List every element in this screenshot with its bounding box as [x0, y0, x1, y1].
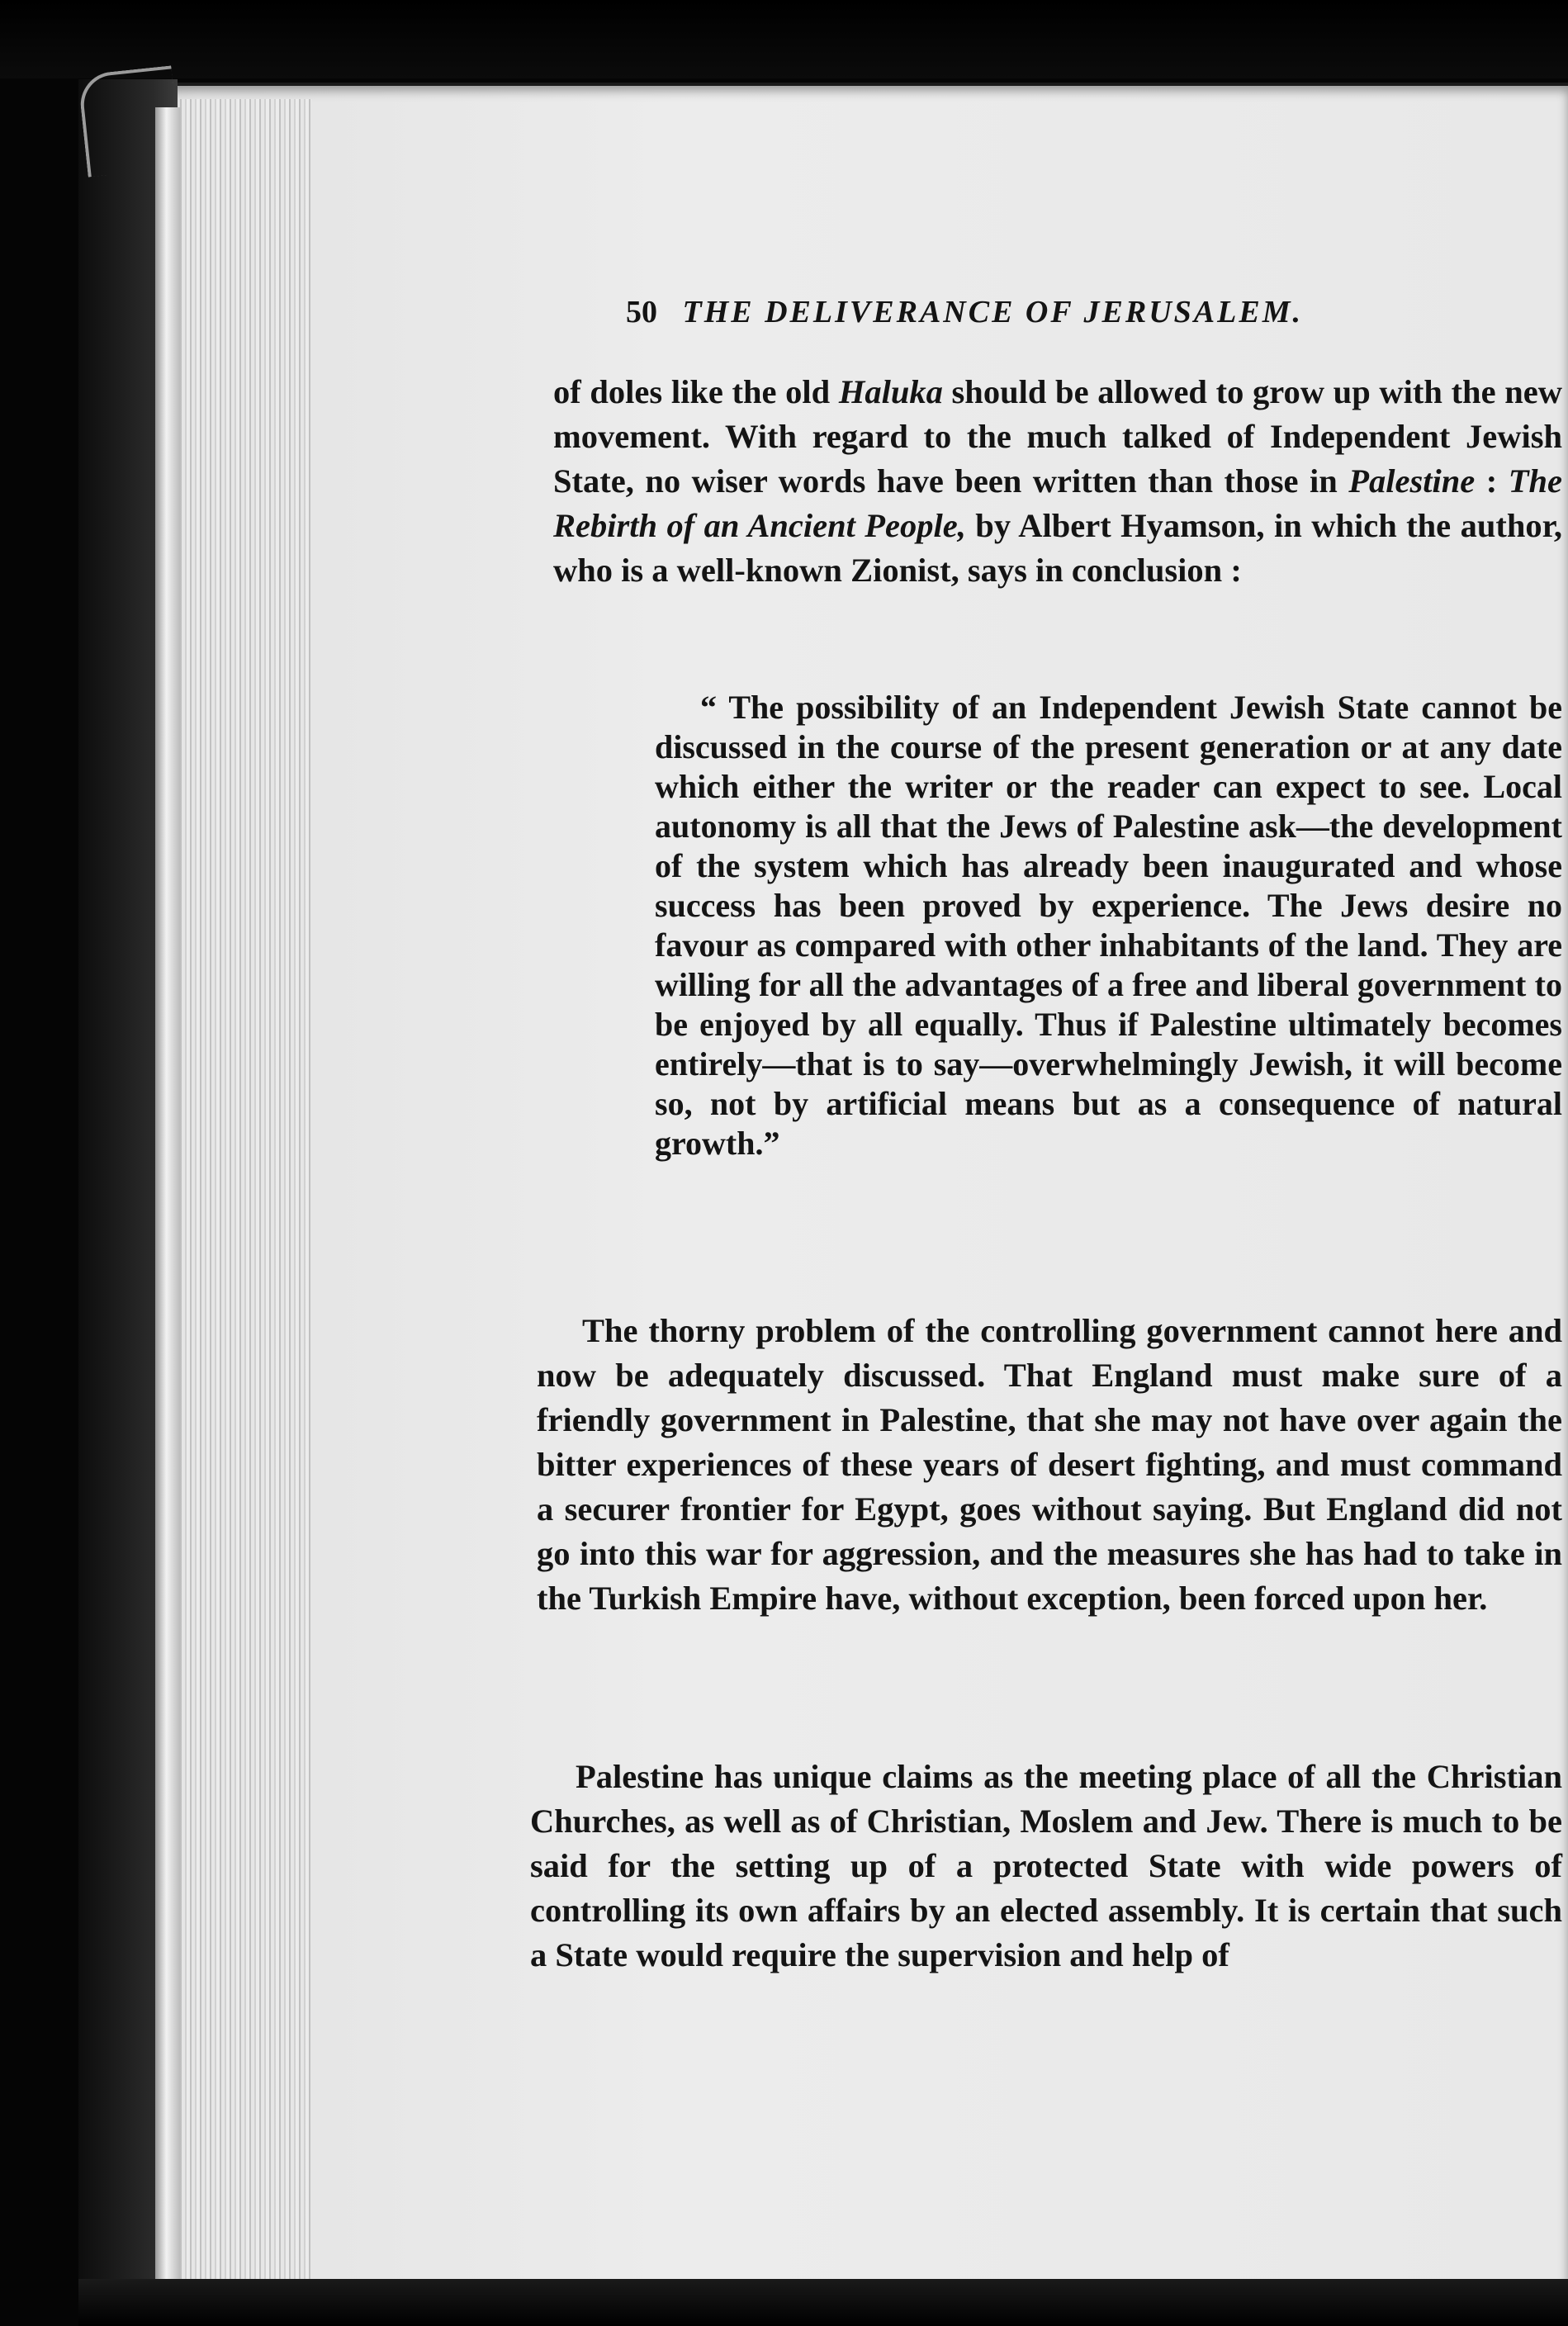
- page-number: 50: [626, 295, 657, 329]
- running-head: [626, 294, 1559, 330]
- paragraph-1: [553, 370, 1562, 593]
- text-segment: :: [1475, 462, 1509, 500]
- scanner-bottom-edge: [78, 2279, 1568, 2326]
- paragraph-2: [537, 1309, 1562, 1621]
- book-spine-highlight: [155, 107, 180, 2304]
- italic-book-subtitle: The Rebirth of an Ancient People,: [553, 462, 1562, 544]
- scanner-background: [0, 0, 1568, 78]
- stacked-page-edges: [180, 99, 312, 2312]
- running-title: THE DELIVERANCE OF JERUSALEM.: [682, 295, 1303, 329]
- paragraph-2-text: The thorny problem of the controlling government cannot here and now be adequately discussed. That England must make sure of a friendly government in Palestine, that she may not have over again the bitter experiences of these years of desert fighting, and must command a securer frontier for Egypt, goes without saying. But England did not go into this war for aggression, and the measures she has had to take in the Turkish Empire have, without exception, been forced upon her.: [537, 1312, 1562, 1617]
- quotation-text: “ The possibility of an Independent Jewish State cannot be discussed in the course of the present generation or at any date which either the writer or the reader can expect to see. Local autonomy is all that the Jews of Palestine ask—the development of the system which has already been inaugurated and whose success has been proved by experience. The Jews desire no favour as compared with other inhabitants of the land. They are willing for all the advantages of a free and liberal government to be enjoyed by all equally. Thus if Palestine ultimately becomes entirely—that is to say—overwhelmingly Jewish, it will become so, not by artificial means but as a consequence of natural growth.”: [655, 689, 1562, 1162]
- italic-term-haluka: Haluka: [838, 373, 943, 410]
- text-segment: by Albert Hyamson, in which the author, who is a well-known Zionist, says in conclusion :: [553, 507, 1562, 589]
- text-segment: should be allowed to grow up with the new movement. With regard to the much talked of Independent Jewish State, no wiser words have been written than those in: [553, 373, 1562, 500]
- page-corner-fold: [78, 65, 182, 177]
- paragraph-3: [530, 1755, 1562, 1978]
- paragraph-1-text: [553, 370, 1562, 593]
- italic-book-title: Palestine: [1348, 462, 1476, 500]
- block-quotation: [655, 688, 1562, 1163]
- paragraph-3-text: Palestine has unique claims as the meeting place of all the Christian Churches, as well as of Christian, Moslem and Jew. There is much to be said for the setting up of a protected State with wide powers of controlling its own affairs by an elected assembly. It is certain that such a State would require the supervision and help of: [530, 1758, 1562, 1973]
- text-segment: of doles like the old: [553, 373, 839, 410]
